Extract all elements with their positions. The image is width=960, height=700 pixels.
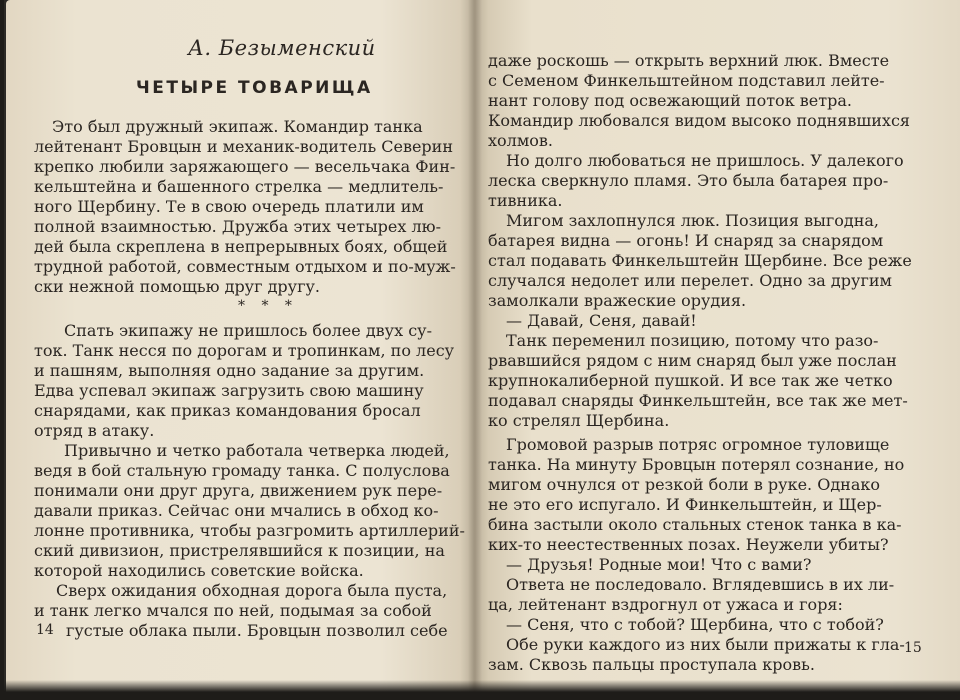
text-line: бина застыли около стальных стенок танка в ка-: [488, 515, 902, 534]
text-line: — Давай, Сеня, давай!: [506, 311, 697, 330]
text-line: давали приказ. Сейчас они мчались в обход ко-: [34, 501, 439, 520]
text-line: ного Щербину. Те в свою очередь платили им: [34, 197, 424, 216]
text-line: которой находились советские войска.: [34, 561, 364, 580]
text-line: леска сверкнуло пламя. Это была батарея про-: [488, 171, 889, 190]
right-page: [474, 0, 960, 700]
text-line: даже роскошь — открыть верхний люк. Вместе: [488, 51, 890, 70]
text-line: лонне противника, чтобы разгромить артиллерий-: [34, 521, 465, 540]
text-line: лейтенант Бровцын и механик-водитель Северин: [34, 137, 453, 156]
text-line: Обе руки каждого из них были прижаты к гла-: [506, 635, 905, 654]
text-line: холмов.: [488, 131, 553, 150]
text-line: нант голову под освежающий поток ветра.: [488, 91, 852, 110]
text-line: Громовой разрыв потряс огромное туловище: [506, 435, 890, 454]
page-number-left: 14: [36, 622, 54, 638]
text-line: дей была скреплена в непрерывных боях, общей: [34, 237, 448, 256]
table-edge: [0, 680, 960, 700]
story-title: ЧЕТЫРЕ ТОВАРИЩА: [136, 78, 373, 98]
text-line: Это был дружный экипаж. Командир танка: [52, 117, 423, 136]
text-line: ски нежной помощью друг другу.: [34, 277, 320, 296]
section-separator: * * *: [238, 298, 298, 314]
text-line: ко стрелял Щербина.: [488, 411, 670, 430]
book-spine: [468, 0, 482, 700]
text-line: не это его испугало. И Финкельштейн, и Щер-: [488, 495, 882, 514]
text-line: с Семеном Финкельштейном подставил лейте-: [488, 71, 885, 90]
text-line: батарея видна — огонь! И снаряд за снарядом: [488, 231, 884, 250]
page-number-right: 15: [904, 640, 922, 656]
text-line: танка. На минуту Бровцын потерял сознание, но: [488, 455, 905, 474]
text-line: тивника.: [488, 191, 563, 210]
text-line: Танк переменил позицию, потому что разо-: [506, 331, 879, 350]
text-line: ток. Танк несся по дорогам и тропинкам, по лесу: [34, 341, 455, 360]
text-line: полной взаимностью. Дружба этих четырех лю-: [34, 217, 441, 236]
text-line: ких-то неестественных позах. Неужели убиты?: [488, 535, 889, 554]
text-line: случался недолет или перелет. Одно за другим: [488, 271, 892, 290]
left-page: [6, 0, 474, 700]
text-line: рвавшийся рядом с ним снаряд был уже послан: [488, 351, 897, 370]
text-line: Едва успевал экипаж загрузить свою машину: [34, 381, 424, 400]
text-line: Ответа не последовало. Вглядевшись в их ли-: [506, 575, 895, 594]
text-line: густые облака пыли. Бровцын позволил себе: [66, 621, 448, 640]
text-line: снарядами, как приказ командования бросал: [34, 401, 421, 420]
text-line: крепко любили заряжающего — весельчака Фин-: [34, 157, 456, 176]
text-line: — Сеня, что с тобой? Щербина, что с тобой?: [506, 615, 884, 634]
text-line: мигом очнулся от резкой боли в руке. Однако: [488, 475, 881, 494]
text-line: Но долго любоваться не пришлось. У далекого: [506, 151, 904, 170]
text-line: Спать экипажу не пришлось более двух су-: [64, 321, 432, 340]
text-line: и пашням, выполняя одно задание за другим.: [34, 361, 425, 380]
text-line: ведя в бой стальную громаду танка. С полуслова: [34, 461, 450, 480]
text-line: стал подавать Финкельштейн Щербине. Все реже: [488, 251, 912, 270]
text-line: понимали они друг друга, движением рук пере-: [34, 481, 443, 500]
text-line: Мигом захлопнулся люк. Позиция выгодна,: [506, 211, 879, 230]
text-line: отряд в атаку.: [34, 421, 155, 440]
text-line: трудной работой, совместным отдыхом и по-муж-: [34, 257, 456, 276]
text-line: кельштейна и башенного стрелка — медлитель-: [34, 177, 444, 196]
text-line: — Друзья! Родные мои! Что с вами?: [506, 555, 812, 574]
author-name: А. Безыменский: [188, 36, 376, 60]
text-line: крупнокалиберной пушкой. И все так же четко: [488, 371, 893, 390]
text-line: замолкали вражеские орудия.: [488, 291, 747, 310]
text-line: ский дивизион, пристрелявшийся к позиции, на: [34, 541, 445, 560]
text-line: зам. Сквозь пальцы проступала кровь.: [488, 655, 815, 674]
text-line: Сверх ожидания обходная дорога была пуста,: [56, 581, 448, 600]
text-line: подавал снаряды Финкельштейн, все так же мет-: [488, 391, 908, 410]
text-line: ца, лейтенант вздрогнул от ужаса и горя:: [488, 595, 843, 614]
text-line: и танк легко мчался по ней, подымая за собой: [34, 601, 432, 620]
text-line: Привычно и четко работала четверка людей,: [64, 441, 450, 460]
text-line: Командир любовался видом высоко поднявшихся: [488, 111, 910, 130]
